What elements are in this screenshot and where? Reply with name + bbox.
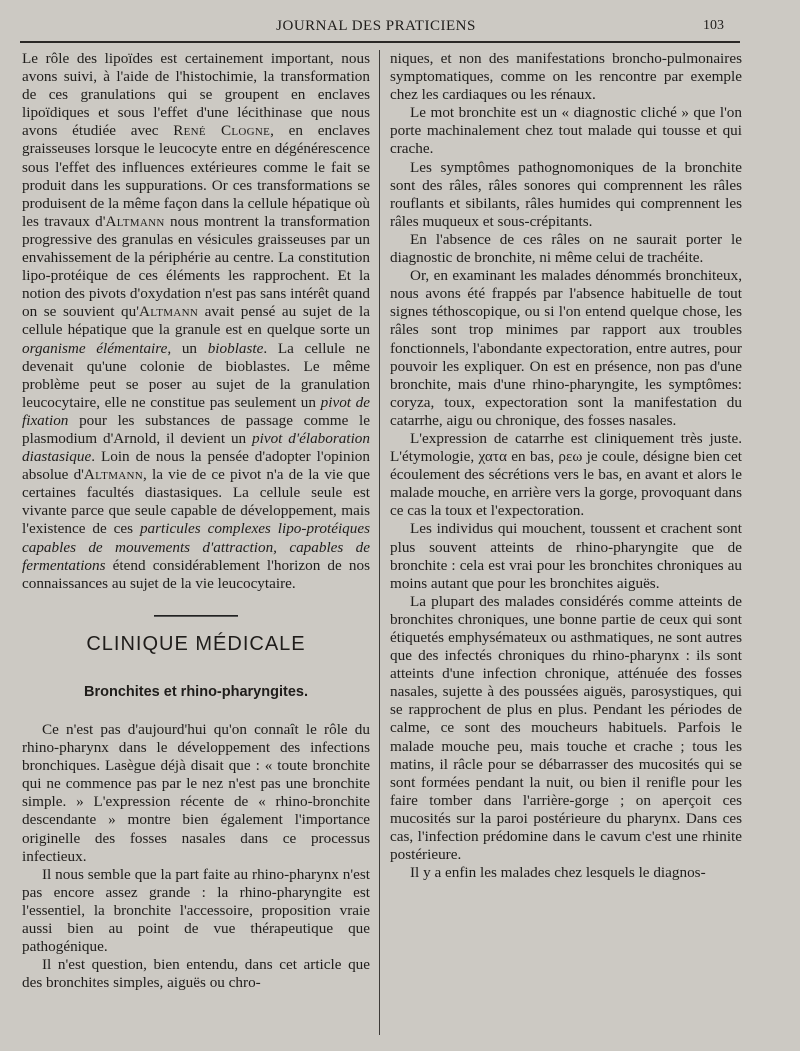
italic-term: organisme élémentaire xyxy=(22,339,168,357)
paragraph-diagnos: Il y a enfin les malades chez lesquels le diagnos- xyxy=(410,864,706,882)
section-divider xyxy=(154,615,238,617)
left-column xyxy=(22,50,370,992)
paragraph-catarrhe: L'expression de catarrhe est cliniquement très juste. L'étymologie, χατα en bas, ρεω je coule, désigne bien cet écoulement des sécrétions vers le bas, en avant et alors le malade mouche, en arrière vers la gorge, provoquant dans ce cas la toux et l'expectoration. xyxy=(390,429,742,520)
paragraph-diagnostic-cliche: Le mot bronchite est un « diagnostic cliché » que l'on porte machinalement chez tout malade qui tousse et qui crache. xyxy=(390,104,742,158)
text-run: , en enclaves graisseuses lorsque le leucocyte entre en dégénérescence sous l'effet des influences extérieures comme le fait se produit dans les suppurations. Or ces transformations se produisent de la même façon dans la cellule hépatique où les travaux d' xyxy=(22,122,370,230)
paragraph-intro: Ce n'est pas d'aujourd'hui qu'on connaît le rôle du rhino-pharynx dans le développement des infections bronchiques. Lasègue déjà disait que : « toute bronchite qui ne commence pas par le nez n'est pas une bronchite simple. » L'expression récente de « rhino-bronchite descendante » montre bien également l'importance originelle des fosses nasales dans ce processus infectieux. xyxy=(22,721,370,865)
paragraph-individus: Les individus qui mouchent, toussent et crachent sont plus souvent atteints de rhino-pharyngite que de bronchite : cela est vrai pour les bronchites chroniques au moins autant que pour les bronchites aiguës. xyxy=(390,520,742,592)
text-run: étend considérablement l'horizon de nos connaissances au sujet de la vie leucocytaire. xyxy=(22,556,370,592)
paragraph-rhino-pharynx: Il nous semble que la part faite au rhino-pharynx n'est pas encore assez grande : la rhino-pharyngite est l'essentiel, la bronchite l'accessoire, proposition vraie aussi bien au point de vue thérapeutique que pathogénique. xyxy=(22,865,370,956)
paragraph-absence-rales: En l'absence de ces râles on ne saurait porter le diagnostic de bronchite, ni même celui de trachéite. xyxy=(390,230,742,267)
author-name: René Clogne xyxy=(173,122,271,140)
text-run: nous montrent la transformation progressive des granulas en vésicules graisseuses par un envahissement de la périphérie au centre. La constitution lipo-protéique de ces éléments les rapprochent. Et la notion des pivots d'oxydation n'est pas sans intérêt quand on se souvient qu' xyxy=(22,212,370,321)
text-run: , un xyxy=(167,339,208,357)
right-column xyxy=(390,50,742,882)
text-run: . Loin de nous la pensée d'adopter l'opinion absolue d' xyxy=(22,448,370,484)
paragraph-chroniques: La plupart des malades considérés comme atteints de bronchites chroniques, une bonne partie de ceux qui sont étiquetés emphysémateux ou asthmatiques, ne sont autres que des infectés chroniques du rhino-pharynx : ils sont atteints d'une infection chronique, atténuée des fosses nasales, sujette à des poussées aiguës, parosystiques, qui se rapprochent de plus en plus. Pendant les périodes de calme, ce sont des moucheurs habituels. Parfois le malade mouche peu, mais touche et crache ; tous les matins, il râcle pour se débarrasser des mucosités qui se sont formées pendant la nuit, ou bien il renifle pour les faire tomber dans l'arrière-gorge ; on aperçoit ces mucosités sur la paroi postérieure du pharynx. Dans ces cas, l'infection prédomine dans le cavum c'est une rhinite postérieure. xyxy=(390,592,742,864)
author-name: Altmann xyxy=(105,212,165,230)
author-name: Altmann xyxy=(138,303,199,321)
text-run: Le rôle des lipoïdes est certainement important, nous avons suivi, à l'aide de l'histochimie, la transformation de ces granulations qui se groupent en enclaves lipoïdiques et sous l'effet d'une lécithinase que nous avons étudiée avec xyxy=(22,50,370,140)
paragraph-scope: Il n'est question, bien entendu, dans cet article que des bronchites simples, aiguës ou chro- xyxy=(22,956,370,992)
text-run: , la vie de ce pivot n'a de la vie que certaines facultés diastasiques. La cellule seule est vivante parce que seule capable de développement, mais l'existence de ces xyxy=(22,466,370,538)
page-number: 103 xyxy=(703,18,724,33)
paragraph-examen: Or, en examinant les malades dénommés bronchiteux, nous avons été frappés par l'absence habituelle de tout signes téthoscopique, ou si l'on entend quelque chose, les râles sont trop minimes par rapport aux troubles fonctionnels, l'abondante expectoration, entre autres, pour pouvoir les expliquer. On est en présence, non pas d'une bronchite, mais d'une rhino-pharyngite, les symptômes: coryza, toux, expectoration sont la manifestation du catarrhe, aigu ou chronique, des fosses nasales. xyxy=(390,267,742,429)
article-title: Bronchites et rhino-pharyngites. xyxy=(84,683,308,700)
author-name: Altmann xyxy=(83,466,144,484)
italic-term: bioblaste xyxy=(207,339,264,357)
italic-term: pivot d'élaboration diastasique xyxy=(22,429,370,466)
paragraph-continuation: niques, et non des manifestations broncho-pulmonaires symptomatiques, comme on les rencontre par exemple chez les cardiaques ou les rénaux. xyxy=(390,50,742,104)
header-rule xyxy=(20,41,740,43)
text-run: . La cellule ne devenait qu'une colonie de bioblastes. Le même problème peut se poser au sujet de la granulation leucocytaire, elle ne constitue pas seulement un xyxy=(22,339,371,411)
running-title: JOURNAL DES PRATICIENS xyxy=(276,18,476,34)
text-run: avait pensé au sujet de la cellule hépatique que la granule est en quelque sorte un xyxy=(22,303,370,339)
paragraph-symptomes: Les symptômes pathognomoniques de la bronchite sont des râles, râles sonores qui comprennent les râles rouflants et sibilants, râles humides qui comprennent les râles muqueux et sous-crépitants. xyxy=(390,158,742,230)
italic-term: pivot de fixation xyxy=(22,393,371,429)
page-header xyxy=(20,16,732,40)
paragraph-lipoides xyxy=(22,50,370,593)
text-run: pour les substances de passage comme le plasmodium d'Arnold, il devient un xyxy=(22,411,370,447)
column-divider xyxy=(379,50,380,1035)
section-heading: CLINIQUE MÉDICALE xyxy=(86,632,306,655)
italic-term: particules complexes lipo-protéiques capables de mouvements d'attraction, capables de fermentations xyxy=(22,520,370,574)
